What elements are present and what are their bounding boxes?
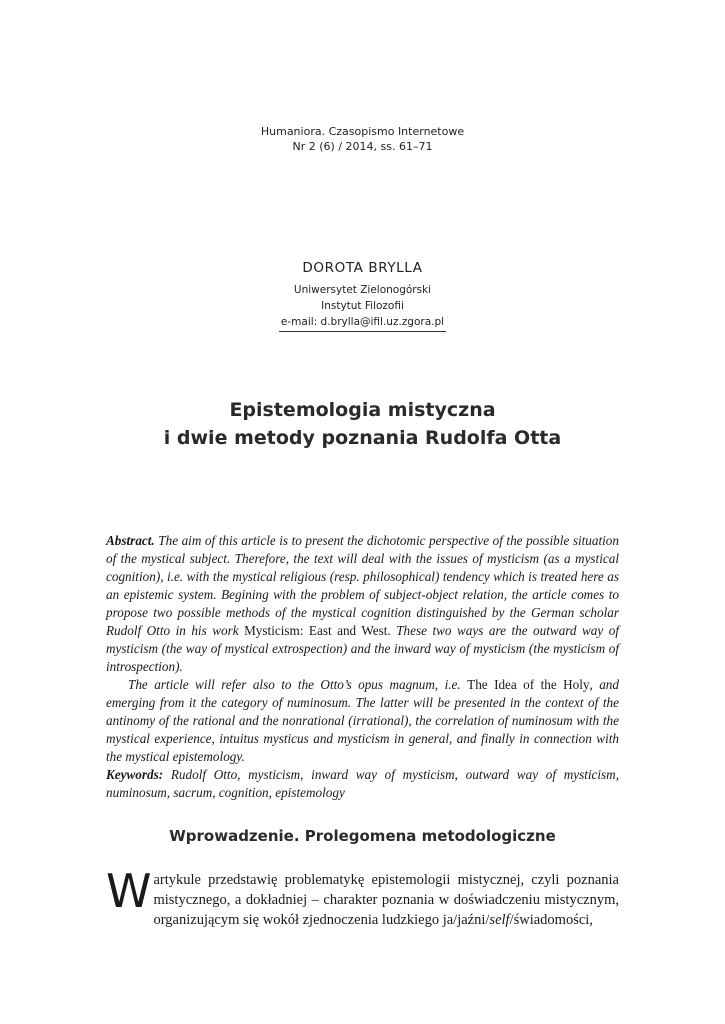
abstract-paragraph-1 bbox=[106, 532, 619, 676]
abstract bbox=[106, 532, 619, 802]
article-title bbox=[0, 396, 725, 452]
body-paragraph bbox=[106, 864, 619, 930]
section-heading: Wprowadzenie. Prolegomena metodologiczne bbox=[169, 827, 556, 845]
keywords-label: Keywords: bbox=[106, 767, 164, 782]
body-self-term: self bbox=[489, 912, 510, 928]
abstract-cited-work-1: Mysticism: East and West. bbox=[244, 623, 391, 638]
author-university: Uniwersytet Zielonogórski bbox=[293, 284, 432, 296]
body-text-2: /świadomości, bbox=[509, 912, 593, 928]
abstract-paragraph-2 bbox=[106, 676, 619, 766]
author-name: DOROTA BRYLLA bbox=[302, 260, 423, 276]
keywords-list: Rudolf Otto, mysticism, inward way of mysticism, outward way of mysticism, numinosum, sacrum, cognition, epistemology bbox=[106, 767, 619, 800]
author-email: e-mail: d.brylla@ifil.uz.zgora.pl bbox=[279, 314, 446, 332]
abstract-text-1b: These two ways are the outward way of mysticism (the way of mystical extrospection) and the inward way of mysticism (the mysticism of introspection). bbox=[106, 623, 619, 674]
abstract-text-1a: The aim of this article is to present the dichotomic perspective of the possible situation of the mystical subject. Therefore, the text will deal with the issues of mysticism (as a mystical cognition), i.e. with the mystical religious (resp. philosophical) tendency which is treated here as an epistemic system. Begining with the problem of subject-object relation, the article comes to propose two possible methods of the mystical cognition distinguished by the German scholar Rudolf Otto in his work bbox=[106, 533, 619, 638]
abstract-cited-work-2: The Idea of the Holy bbox=[467, 677, 590, 692]
drop-cap: W bbox=[106, 864, 152, 918]
journal-header bbox=[0, 124, 725, 154]
author-institute: Instytut Filozofii bbox=[321, 300, 404, 312]
abstract-label: Abstract. bbox=[106, 533, 155, 548]
journal-name: Humaniora. Czasopismo Internetowe bbox=[260, 125, 465, 138]
abstract-text-2b: , and emerging from it the category of numinosum. The latter will be presented in the context of the antinomy of the rational and the nonrational (irrational), the correlation of numinosum with the mystical experience, intuitus mysticus and mysticism in general, and finally in connection with the mystical epistemology. bbox=[106, 677, 619, 764]
title-line-1: Epistemologia mistyczna bbox=[229, 399, 496, 421]
abstract-text-2a: The article will refer also to the Otto’s opus magnum, i.e. bbox=[128, 677, 468, 692]
journal-issue: Nr 2 (6) / 2014, ss. 61–71 bbox=[292, 140, 433, 153]
body-text-1: artykule przedstawię problematykę epistemologii mistycznej, czyli poznania mistycznego, a dokładniej – charakter poznania w doświadczeniu mistycznym, organizującym się wokół zjednoczenia ludzkiego ja/jaźni/ bbox=[153, 872, 619, 928]
title-line-2: i dwie metody poznania Rudolfa Otta bbox=[163, 427, 562, 449]
author-block bbox=[0, 259, 725, 332]
keywords-paragraph bbox=[106, 766, 619, 802]
